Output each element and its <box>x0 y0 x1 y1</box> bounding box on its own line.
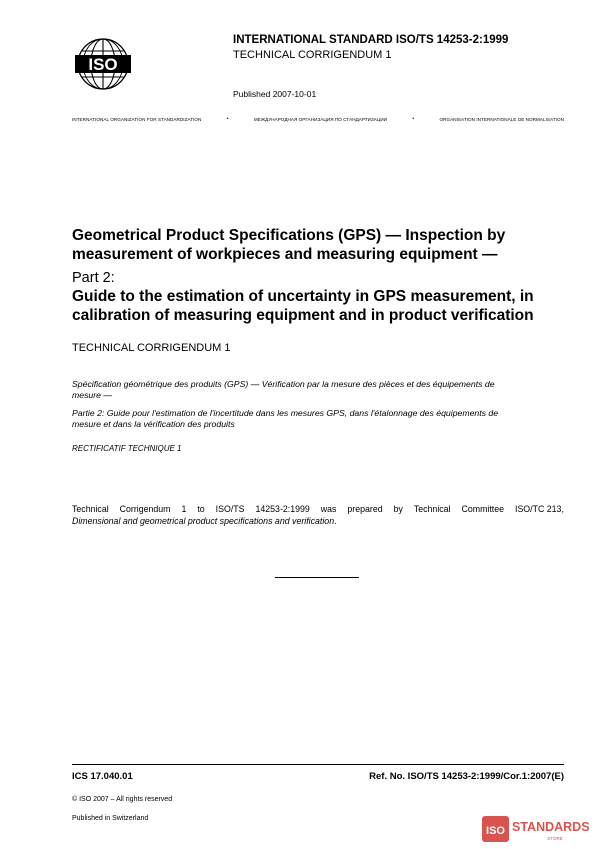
document-title <box>72 226 562 264</box>
part-title <box>72 287 534 325</box>
preparation-word: Committee <box>461 504 505 514</box>
part-title-line: calibration of measuring equipment and in product verification <box>72 307 534 324</box>
corrigendum-label: TECHNICAL CORRIGENDUM 1 <box>233 49 392 61</box>
preparation-word: Technical <box>72 504 109 514</box>
iso-logo-text: ISO <box>88 55 118 74</box>
preparation-word: was <box>320 504 337 514</box>
divider-short <box>275 577 359 578</box>
preparation-word: to <box>197 504 205 514</box>
copyright-notice: © ISO 2007 – All rights reserved <box>72 796 173 803</box>
ics-code: ICS 17.040.01 <box>72 771 133 782</box>
org-name-fr: ORGANISATION INTERNATIONALE DE NORMALISATION <box>439 116 564 122</box>
title-line: Geometrical Product Specifications (GPS) — Inspection by <box>72 227 506 244</box>
french-part-line: mesure et dans la vérification des produits <box>72 419 235 429</box>
preparation-word: prepared <box>347 504 383 514</box>
french-title-line: mesure — <box>72 390 113 400</box>
organization-names <box>72 116 564 122</box>
separator-dot: • <box>226 116 229 122</box>
iso-logo <box>73 36 133 92</box>
iso-standards-store-badge[interactable] <box>482 813 598 845</box>
preparation-line <box>72 515 564 527</box>
preparation-statement <box>72 503 564 527</box>
preparation-word: Technical <box>413 504 451 514</box>
preparation-word: ISO/TC 213, <box>515 504 564 514</box>
french-title <box>72 379 567 401</box>
technical-corrigendum-label: TECHNICAL CORRIGENDUM 1 <box>72 342 231 354</box>
rectificatif-label: RECTIFICATIF TECHNIQUE 1 <box>72 444 182 453</box>
preparation-line <box>72 503 564 515</box>
preparation-word: Corrigendum <box>119 504 171 514</box>
org-name-en: INTERNATIONAL ORGANIZATION FOR STANDARDIZATION <box>72 116 202 122</box>
part-label: Part 2: <box>72 270 115 286</box>
preparation-word: ISO/TS <box>215 504 245 514</box>
footer-divider <box>72 764 564 765</box>
standard-title: INTERNATIONAL STANDARD ISO/TS 14253-2:1999 <box>233 34 509 46</box>
committee-title: Dimensional and geometrical product specifications and verification <box>72 516 335 526</box>
preparation-word: 14253-2:1999 <box>255 504 310 514</box>
french-part-title <box>72 408 567 430</box>
store-badge-sub: STORE <box>547 836 563 841</box>
period: . <box>334 516 337 526</box>
part-title-line: Guide to the estimation of uncertainty in GPS measurement, in <box>72 288 534 305</box>
published-in: Published in Switzerland <box>72 815 149 822</box>
store-badge-iso-text: ISO <box>486 825 505 837</box>
separator-dot: • <box>412 116 415 122</box>
reference-number: Ref. No. ISO/TS 14253-2:1999/Cor.1:2007(E) <box>369 771 564 782</box>
published-date: Published 2007-10-01 <box>233 89 317 99</box>
preparation-word: 1 <box>181 504 187 514</box>
preparation-word: by <box>393 504 403 514</box>
french-title-line: Spécification géométrique des produits (GPS) — Vérification par la mesure des pièces et des équipements de <box>72 379 495 389</box>
french-part-line: Partie 2: Guide pour l'estimation de l'incertitude dans les mesures GPS, dans l'étalonnage des équipements de <box>72 408 499 418</box>
org-name-ru: МЕЖДУНАРОДНАЯ ОРГАНИЗАЦИЯ ПО СТАНДАРТИЗАЦИИ <box>253 116 388 122</box>
title-line: measurement of workpieces and measuring equipment — <box>72 246 498 263</box>
store-badge-label: STANDARDS <box>512 820 590 834</box>
